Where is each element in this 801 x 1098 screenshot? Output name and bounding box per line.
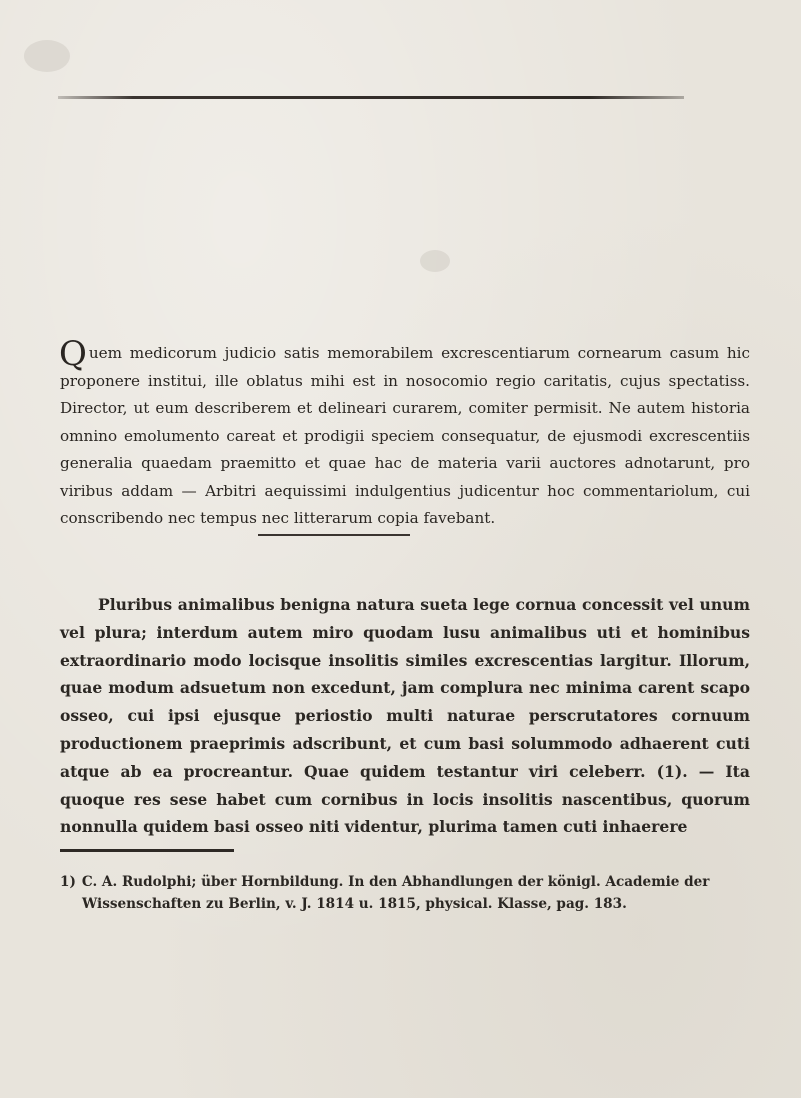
- intro-paragraph: [59, 334, 750, 533]
- dropcap: Q: [59, 334, 87, 374]
- footnote-line-1: C. A. Rudolphi; über Hornbildung. In den Abhandlungen der königl. Academie der: [81, 874, 710, 890]
- footnote-marker: 1): [60, 874, 76, 890]
- top-rule: [58, 96, 684, 99]
- main-paragraph: [60, 591, 750, 841]
- main-paragraph-text: Pluribus animalibus benigna natura sueta lege cornua concessit vel unum vel plura; interdum autem miro quodam lusu animalibus uti et hominibus extraordinario modo locisque insolitis similes excrescentias largitur. Illorum, quae modum adsuetum non excedunt, jam complura nec minima carent scapo osseo, cui ipsi ejusque periostio multi naturae perscrutatores cornuum productionem praeprimis adscribunt, et cum basi solummodo adhaerent cuti atque ab ea procreantur. Quae quidem testantur viri celeberr. (1). — Ita quoque res sese habet cum cornibus in locis insolitis nascentibus, quorum nonnulla quidem basi osseo niti videntur, plurima tamen cuti inhaerere: [60, 595, 750, 837]
- paper-stain: [420, 250, 450, 272]
- footnote-line-2: Wissenschaften zu Berlin, v. J. 1814 u. 1815, physical. Klasse, pag. 183.: [82, 896, 627, 912]
- paper-stain: [24, 40, 70, 72]
- footnote: [60, 871, 750, 915]
- footnote-rule: [60, 849, 234, 852]
- section-rule: [258, 534, 410, 536]
- intro-paragraph-text: uem medicorum judicio satis memorabilem excrescentiarum cornearum casum hic proponere institui, ille oblatus mihi est in nosocomio regio caritatis, cujus spectatiss. Director, ut eum describerem et delineari curarem, comiter permisit. Ne autem historia omnino emolumento careat et prodigii speciem consequatur, de ejusmodi excrescentiis generalia quaedam praemitto et quae hac de materia varii auctores adnotarunt, pro viribus addam — Arbitri aequissimi indulgentius judicentur hoc commentariolum, cui conscribendo nec tempus nec litterarum copia favebant.: [60, 344, 750, 527]
